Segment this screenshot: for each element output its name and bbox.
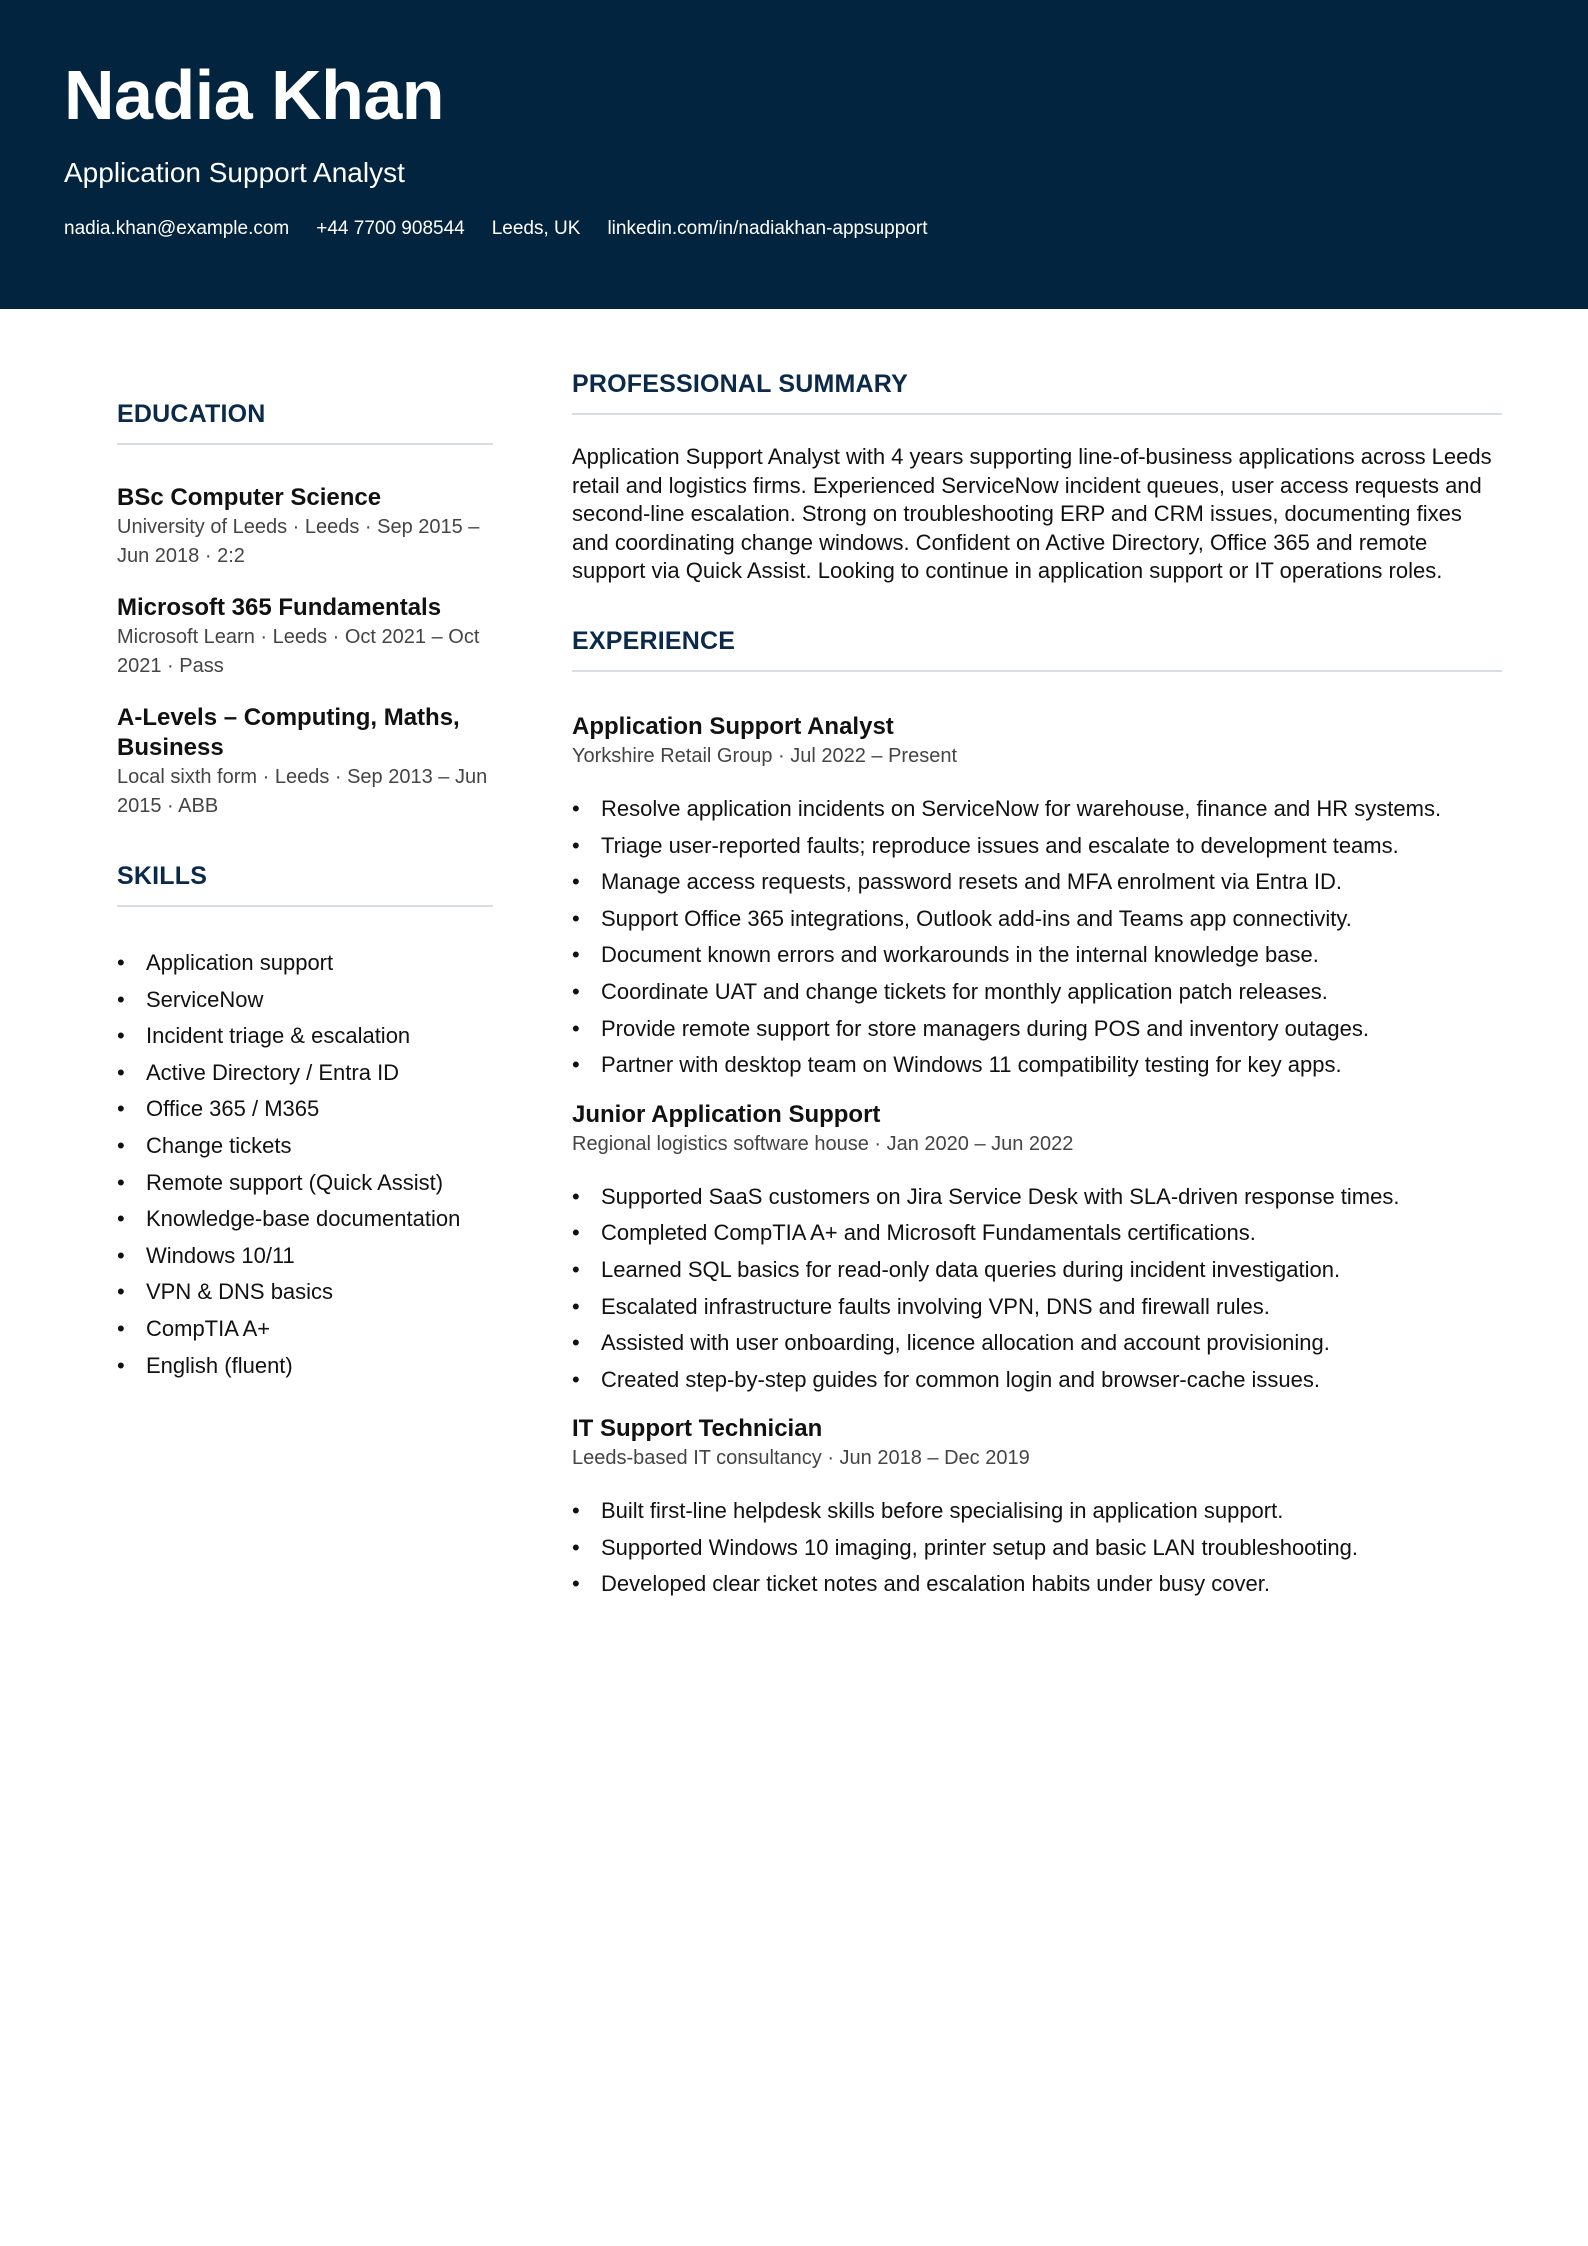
job-bullet: • Document known errors and workarounds in the internal knowledge base. <box>572 937 1502 974</box>
experience-section <box>572 626 1502 1603</box>
skill-item: • Active Directory / Entra ID <box>117 1055 493 1092</box>
resume-header <box>0 0 1588 309</box>
candidate-name: Nadia Khan <box>64 56 445 134</box>
right-column <box>572 369 1502 1603</box>
skill-item: • Knowledge-base documentation <box>117 1201 493 1238</box>
job-meta: Regional logistics software house · Jan 2020 – Jun 2022 <box>572 1132 1074 1155</box>
job-bullet: • Completed CompTIA A+ and Microsoft Fundamentals certifications. <box>572 1215 1502 1252</box>
education-item <box>117 483 493 571</box>
job-bullet: • Partner with desktop team on Windows 11 compatibility testing for key apps. <box>572 1047 1502 1084</box>
education-title: Microsoft 365 Fundamentals <box>117 594 442 621</box>
skill-item: • Remote support (Quick Assist) <box>117 1165 493 1202</box>
job-bullet: • Triage user-reported faults; reproduce issues and escalate to development teams. <box>572 828 1502 865</box>
skill-item: • ServiceNow <box>117 982 493 1019</box>
job-title: Application Support Analyst <box>572 712 894 740</box>
job-bullet: • Learned SQL basics for read-only data queries during incident investigation. <box>572 1252 1502 1289</box>
education-details: Local sixth form · Leeds · Sep 2013 – Jun 2015 · ABB <box>117 766 488 817</box>
skill-item: • Incident triage & escalation <box>117 1018 493 1055</box>
skill-item: • Change tickets <box>117 1128 493 1165</box>
job-entry <box>572 1100 1502 1399</box>
skills-heading: SKILLS <box>117 861 493 907</box>
job-title: IT Support Technician <box>572 1415 823 1443</box>
job-bullet: • Support Office 365 integrations, Outlook add-ins and Teams app connectivity. <box>572 901 1502 938</box>
skill-item: • VPN & DNS basics <box>117 1274 493 1311</box>
job-bullet: • Built first-line helpdesk skills before specialising in application support. <box>572 1493 1502 1530</box>
candidate-title: Application Support Analyst <box>64 157 405 188</box>
job-bullets <box>572 1179 1502 1399</box>
job-bullets <box>572 1493 1502 1603</box>
experience-heading: EXPERIENCE <box>572 626 1502 672</box>
job-bullet: • Assisted with user onboarding, licence allocation and account provisioning. <box>572 1325 1502 1362</box>
skill-item: • Windows 10/11 <box>117 1238 493 1275</box>
job-bullet: • Supported Windows 10 imaging, printer setup and basic LAN troubleshooting. <box>572 1530 1502 1567</box>
skills-list <box>117 945 493 1384</box>
education-title: BSc Computer Science <box>117 484 382 511</box>
education-heading: EDUCATION <box>117 399 493 445</box>
job-meta: Leeds-based IT consultancy · Jun 2018 – Dec 2019 <box>572 1447 1030 1470</box>
job-bullet: • Resolve application incidents on ServiceNow for warehouse, finance and HR systems. <box>572 791 1502 828</box>
education-item <box>117 593 493 681</box>
skill-item: • CompTIA A+ <box>117 1311 493 1348</box>
summary-heading: PROFESSIONAL SUMMARY <box>572 369 1502 415</box>
summary-text: Application Support Analyst with 4 years supporting line-of-business applications across Leeds retail and logistics firms. Experienced ServiceNow incident queues, user access requests and second-line escalation. Strong on troubleshooting ERP and CRM issues, documenting fixes and coordinating change windows. Confident on Active Directory, Office 365 and remote support via Quick Assist. Looking to continue in application support or IT operations roles. <box>572 444 1492 584</box>
left-column <box>117 399 493 1384</box>
job-bullet: • Coordinate UAT and change tickets for monthly application patch releases. <box>572 974 1502 1011</box>
job-bullet: • Created step-by-step guides for common login and browser-cache issues. <box>572 1362 1502 1399</box>
skill-item: • Office 365 / M365 <box>117 1091 493 1128</box>
job-bullet: • Manage access requests, password resets and MFA enrolment via Entra ID. <box>572 864 1502 901</box>
education-details: University of Leeds · Leeds · Sep 2015 – Jun 2018 · 2:2 <box>117 516 480 567</box>
job-bullet: • Escalated infrastructure faults involving VPN, DNS and firewall rules. <box>572 1289 1502 1326</box>
education-list <box>117 483 493 821</box>
job-entry <box>572 712 1502 1084</box>
education-details: Microsoft Learn · Leeds · Oct 2021 – Oct 2021 · Pass <box>117 626 480 677</box>
education-title: A-Levels – Computing, Maths, Business <box>117 704 460 761</box>
job-bullet: • Supported SaaS customers on Jira Service Desk with SLA-driven response times. <box>572 1179 1502 1216</box>
contact-email[interactable]: nadia.khan@example.com <box>64 217 290 239</box>
skill-item: • Application support <box>117 945 493 982</box>
contact-row <box>64 218 1524 240</box>
job-bullet: • Provide remote support for store managers during POS and inventory outages. <box>572 1011 1502 1048</box>
skills-section <box>117 861 493 1384</box>
skill-item: • English (fluent) <box>117 1348 493 1385</box>
job-bullet: • Developed clear ticket notes and escalation habits under busy cover. <box>572 1566 1502 1603</box>
contact-phone[interactable]: +44 7700 908544 <box>316 217 465 239</box>
education-item <box>117 703 493 821</box>
job-entry <box>572 1414 1502 1603</box>
job-title: Junior Application Support <box>572 1100 881 1128</box>
contact-linkedin[interactable]: linkedin.com/in/nadiakhan-appsupport <box>607 217 928 239</box>
job-meta: Yorkshire Retail Group · Jul 2022 – Present <box>572 744 958 767</box>
job-bullets <box>572 791 1502 1084</box>
contact-location: Leeds, UK <box>491 217 581 239</box>
